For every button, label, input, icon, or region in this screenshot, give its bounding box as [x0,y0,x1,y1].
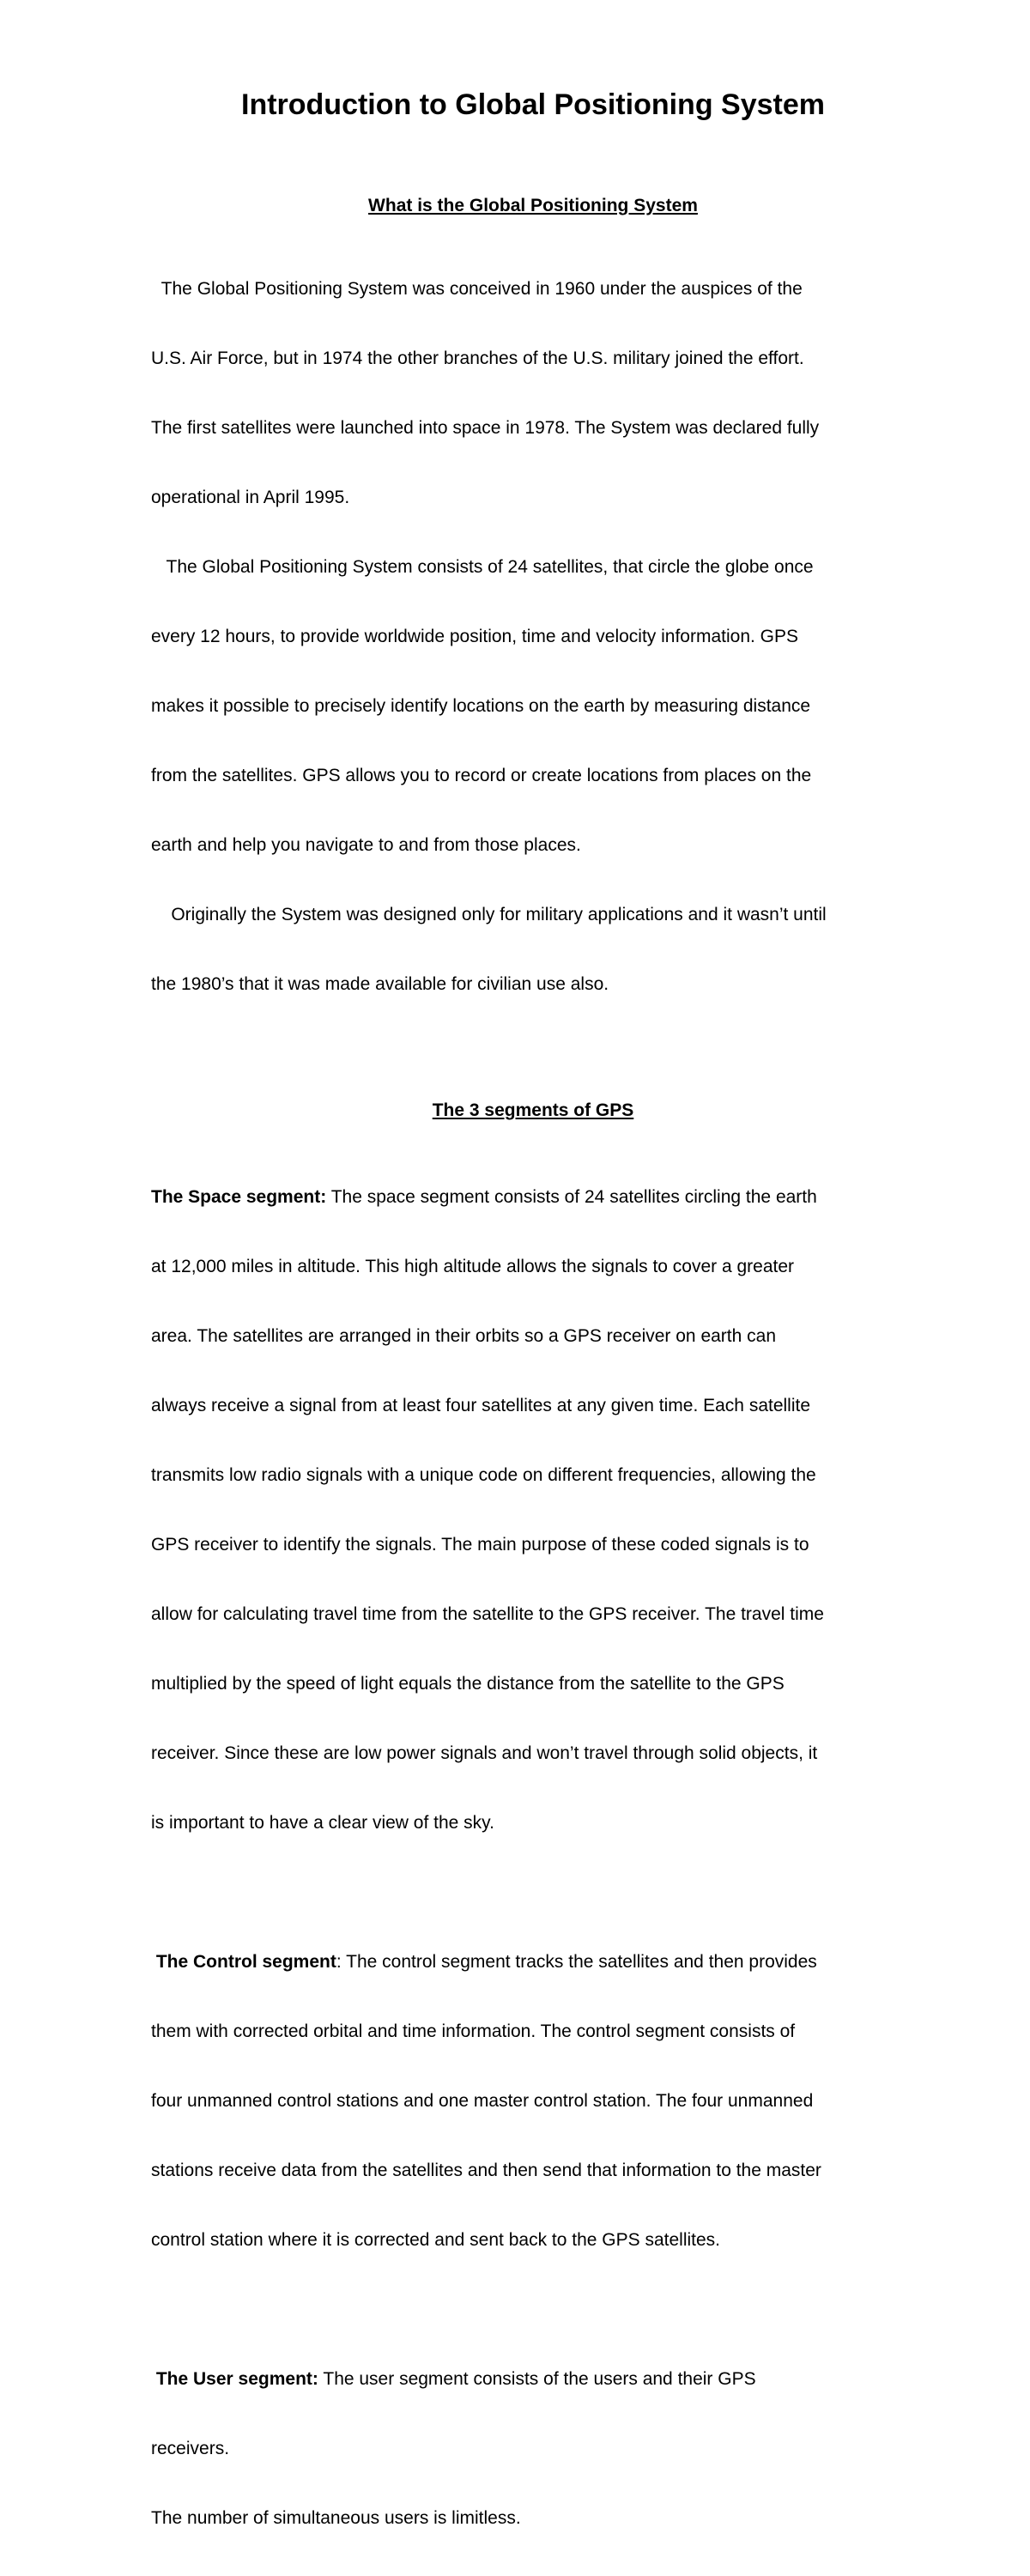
space-segment-paragraph [151,1139,915,1881]
text-line: multiplied by the speed of light equals the distance from the satellite to the GPS [151,1674,785,1694]
page-title: Introduction to Global Positioning System [241,88,825,121]
section-heading-what-is-gps: What is the Global Positioning System [368,196,698,215]
text-line: always receive a signal from at least four satellites at any given time. Each satellite [151,1396,811,1415]
text-line: receiver. Since these are low power signals and won’t travel through solid objects, it [151,1743,818,1763]
text-line [151,2367,915,2391]
text-line: The Global Positioning System consists of 24 satellites, that circle the globe once [151,557,814,577]
text-line: The Global Positioning System was conceived in 1960 under the auspices of the [151,279,803,299]
text-line: is important to have a clear view of the sky. [151,1813,494,1833]
space-segment-label: The Space segment: [151,1187,327,1207]
text-line: four unmanned control stations and one master control station. The four unmanned [151,2091,814,2111]
text-line: every 12 hours, to provide worldwide position, time and velocity information. GPS [151,627,799,646]
text-line: The first satellites were launched into space in 1978. The System was declared fully [151,418,820,438]
text-line: stations receive data from the satellites and then send that information to the master [151,2161,821,2180]
user-segment-label: The User segment: [151,2369,318,2389]
text-line: The number of simultaneous users is limitless. [151,2508,521,2528]
document-page [151,86,915,2576]
text-line: at 12,000 miles in altitude. This high altitude allows the signals to cover a greater [151,1257,795,1276]
text-line: makes it possible to precisely identify locations on the earth by measuring distance [151,696,811,716]
space-segment-first-line: The space segment consists of 24 satellites circling the earth [326,1187,817,1207]
text-line: control station where it is corrected and sent back to the GPS satellites. [151,2230,720,2250]
text-line: allow for calculating travel time from the satellite to the GPS receiver. The travel time [151,1604,824,1624]
text-line [151,1950,915,1973]
control-segment-first-line: : The control segment tracks the satellites and then provides [336,1952,817,1972]
control-segment-paragraph [151,1904,915,2298]
text-line: U.S. Air Force, but in 1974 the other branches of the U.S. military joined the effort. [151,349,804,368]
section-heading-segments: The 3 segments of GPS [432,1100,634,1120]
text-line: the 1980’s that it was made available for civilian use also. [151,974,609,994]
text-line: from the satellites. GPS allows you to record or create locations from places on the [151,766,812,785]
user-segment-paragraph [151,2321,915,2576]
intro-paragraph [151,231,915,1042]
text-line: earth and help you navigate to and from those places. [151,835,581,855]
control-segment-label: The Control segment [151,1952,336,1972]
text-line: operational in April 1995. [151,488,350,507]
text-line: receivers. [151,2439,230,2458]
text-line: Originally the System was designed only for military applications and it wasn’t until [151,905,827,924]
user-segment-first-line: The user segment consists of the users and their GPS [318,2369,756,2389]
text-line: them with corrected orbital and time information. The control segment consists of [151,2021,796,2041]
text-line: transmits low radio signals with a unique code on different frequencies, allowing the [151,1465,816,1485]
text-line: area. The satellites are arranged in their orbits so a GPS receiver on earth can [151,1326,776,1346]
text-line [151,1185,915,1209]
text-line: GPS receiver to identify the signals. The main purpose of these coded signals is to [151,1535,809,1555]
